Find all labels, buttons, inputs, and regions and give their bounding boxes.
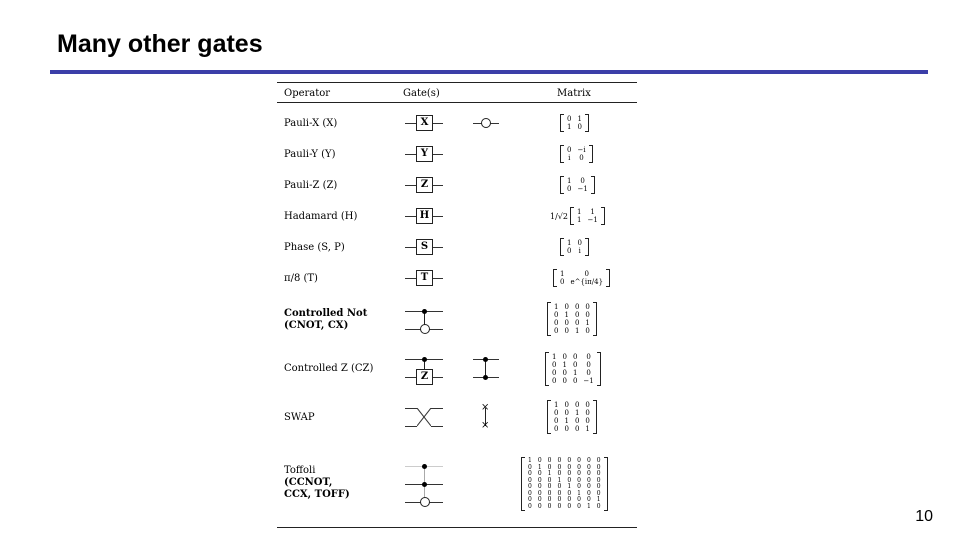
row-pauli-y xyxy=(277,145,637,165)
operator-label: Phase (S, P) xyxy=(284,242,345,253)
qubit-wire xyxy=(405,408,417,409)
page-number: 10 xyxy=(915,508,933,525)
title-underline xyxy=(50,70,928,74)
control-dot xyxy=(483,357,488,362)
operator-label: Controlled Z (CZ) xyxy=(284,363,374,374)
row-hadamard xyxy=(277,207,637,229)
swap-x-icon: × xyxy=(481,420,490,431)
control-dot xyxy=(422,464,427,469)
gate-box: Z xyxy=(416,177,433,193)
control-dot xyxy=(422,309,427,314)
operator-label: (CCNOT, xyxy=(284,477,333,488)
gate-box: Y xyxy=(416,146,433,162)
control-dot xyxy=(483,375,488,380)
slide-title: Many other gates xyxy=(57,30,263,58)
matrix: 0 −i i 0 xyxy=(560,145,593,163)
operator-label: Pauli-X (X) xyxy=(284,118,338,129)
matrix: 1 0 0 0 0 0 1 0 0 1 0 0 0 0 0 1 xyxy=(547,400,597,434)
row-pauli-z xyxy=(277,176,637,196)
matrix: 1 0 0 0 0 0 0 0 0 1 0 0 0 0 0 0 0 0 1 0 0 0 0 0 0 0 0 1 0 0 0 0 0 0 0 0 1 0 0 0 0 0 0 0 0 1 0 0 0 0 0 0 0 0 0 1 0 0 0 0 0 0 1 0 xyxy=(521,457,608,511)
qubit-wire xyxy=(431,408,443,409)
control-dot xyxy=(422,482,427,487)
matrix-prefactor: 1/√2 xyxy=(550,211,568,221)
matrix: 1 0 0 −1 xyxy=(560,176,595,194)
swap-x-icon: × xyxy=(481,402,490,413)
control-dot xyxy=(422,357,427,362)
matrix: 1 0 0 i xyxy=(560,238,589,256)
header-matrix: Matrix xyxy=(557,88,591,99)
qubit-wire xyxy=(431,426,443,427)
row-t-gate xyxy=(277,269,637,289)
gate-box: H xyxy=(416,208,433,224)
operator-label: Pauli-Y (Y) xyxy=(284,149,336,160)
operator-label: Pauli-Z (Z) xyxy=(284,180,338,191)
table-header-rule xyxy=(277,102,637,103)
gate-box: X xyxy=(416,115,433,131)
oplus-symbol xyxy=(481,118,491,128)
matrix: 1/√2 1 1 1 −1 xyxy=(550,207,605,225)
gate-box: Z xyxy=(416,369,433,385)
operator-label: CCX, TOFF) xyxy=(284,489,350,500)
gate-table xyxy=(277,82,637,528)
oplus-symbol xyxy=(420,497,430,507)
operator-label: (CNOT, CX) xyxy=(284,320,349,331)
oplus-symbol xyxy=(420,324,430,334)
row-toffoli xyxy=(277,457,637,513)
row-cz xyxy=(277,352,637,388)
operator-label: Hadamard (H) xyxy=(284,211,358,222)
row-cnot xyxy=(277,302,637,340)
operator-label: SWAP xyxy=(284,412,315,423)
matrix: 0 1 1 0 xyxy=(560,114,589,132)
header-gates: Gate(s) xyxy=(403,88,440,99)
header-operator: Operator xyxy=(284,88,331,99)
operator-label: Controlled Not xyxy=(284,308,368,319)
gate-box: S xyxy=(416,239,433,255)
table-top-rule xyxy=(277,82,637,83)
row-pauli-x xyxy=(277,114,637,134)
matrix: 1 0 0 0 0 1 0 0 0 0 0 1 0 0 1 0 xyxy=(547,302,597,336)
gate-box: T xyxy=(416,270,433,286)
matrix: 1 0 0 e^{iπ/4} xyxy=(553,269,610,287)
matrix: 1 0 0 0 0 1 0 0 0 0 1 0 0 0 0 −1 xyxy=(545,352,601,386)
operator-label: Toffoli xyxy=(284,465,316,476)
row-phase xyxy=(277,238,637,258)
swap-crossing-icon xyxy=(417,408,431,427)
operator-label: π/8 (T) xyxy=(284,273,318,284)
qubit-wire xyxy=(405,426,417,427)
table-bottom-rule xyxy=(277,527,637,528)
row-swap xyxy=(277,400,637,436)
